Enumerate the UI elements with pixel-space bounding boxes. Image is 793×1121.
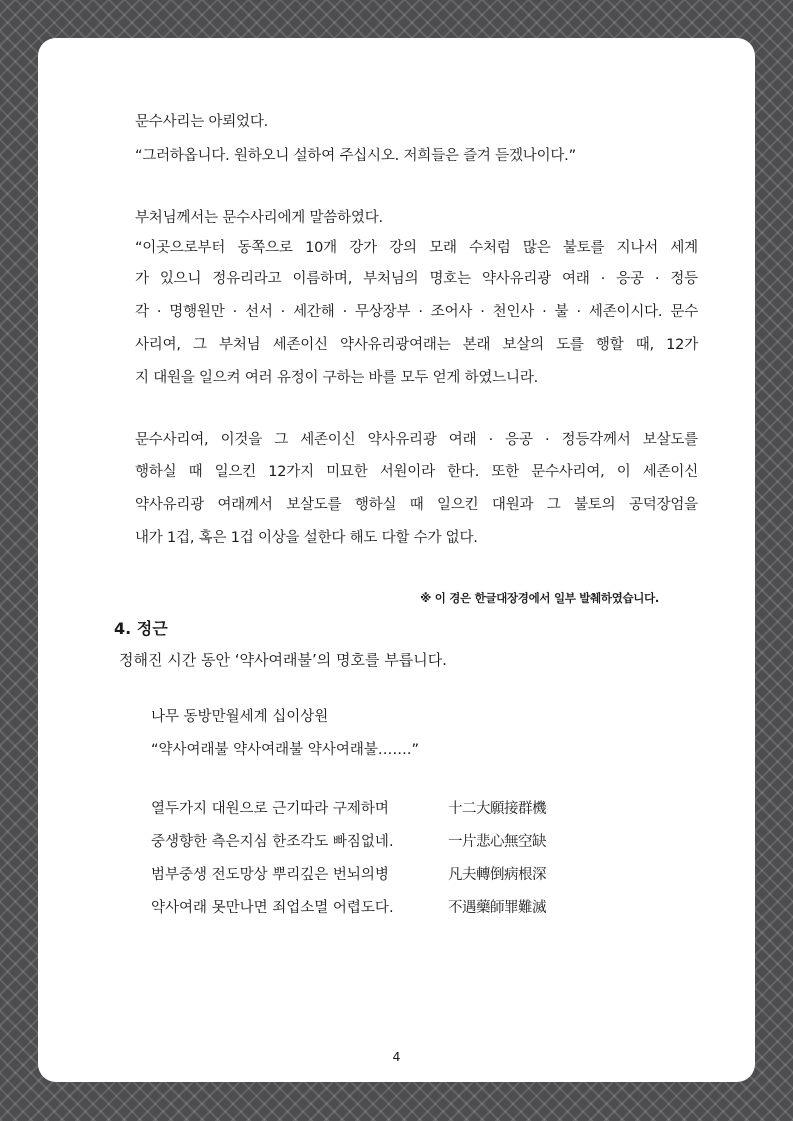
source-note: ※ 이 경은 한글대장경에서 일부 발췌하였습니다. — [420, 591, 659, 605]
body-line: 행하실 때 일으킨 12가지 미묘한 서원이라 한다. 또한 문수사리여, 이 세존이신 — [135, 464, 698, 480]
page-number: 4 — [392, 1049, 401, 1064]
chant-line: “약사여래불 약사여래불 약사여래불…….” — [151, 742, 419, 758]
body-line: “이곳으로부터 동쪽으로 10개 강가 강의 모래 수처럼 많은 불토를 지나서 세계 — [135, 240, 698, 256]
verse-hanja: 不遇藥師罪難滅 — [448, 900, 546, 916]
verse-hanja: 十二大願接群機 — [448, 801, 546, 817]
section-heading: 4. 정근 — [114, 619, 168, 638]
section-intro: 정해진 시간 동안 ‘약사여래불’의 명호를 부릅니다. — [119, 651, 447, 669]
body-line: 문수사리는 아뢰었다. — [135, 114, 269, 130]
body-line: 가 있으니 정유리라고 이름하며, 부처님의 명호는 약사유리광 여래 · 응공 · 정등 — [135, 271, 698, 287]
verse-korean: 열두가지 대원으로 근기따라 구제하며 — [151, 801, 389, 817]
body-line: 각 · 명행원만 · 선서 · 세간해 · 무상장부 · 조어사 · 천인사 · 불 · 세존이시다. 문수 — [135, 304, 698, 320]
body-line: 문수사리여, 이것을 그 세존이신 약사유리광 여래 · 응공 · 정등각께서 보살도를 — [135, 432, 698, 448]
verse-hanja: 凡夫轉倒病根深 — [448, 867, 546, 883]
body-line: 약사유리광 여래께서 보살도를 행하실 때 일으킨 대원과 그 불토의 공덕장엄을 — [135, 497, 698, 513]
verse-korean: 범부중생 전도망상 뿌리깊은 번뇌의병 — [151, 867, 389, 883]
verse-hanja: 一片悲心無空缺 — [448, 834, 546, 850]
body-line: 지 대원을 일으켜 여러 유정이 구하는 바를 모두 얻게 하였느니라. — [135, 370, 539, 386]
document-page — [38, 38, 755, 1082]
chant-line: 나무 동방만월세계 십이상원 — [151, 709, 329, 725]
body-line: “그러하옵니다. 원하오니 설하여 주십시오. 저희들은 즐겨 듣겠나이다.” — [135, 148, 576, 164]
body-line: 사리여, 그 부처님 세존이신 약사유리광여래는 본래 보살의 도를 행할 때, 12가 — [135, 337, 698, 353]
body-line: 부처님께서는 문수사리에게 말씀하였다. — [135, 210, 383, 226]
verse-korean: 중생향한 측은지심 한조각도 빠짐없네. — [151, 834, 394, 850]
verse-korean: 약사여래 못만나면 죄업소멸 어렵도다. — [151, 900, 394, 916]
body-line: 내가 1겁, 혹은 1겁 이상을 설한다 해도 다할 수가 없다. — [135, 530, 478, 546]
